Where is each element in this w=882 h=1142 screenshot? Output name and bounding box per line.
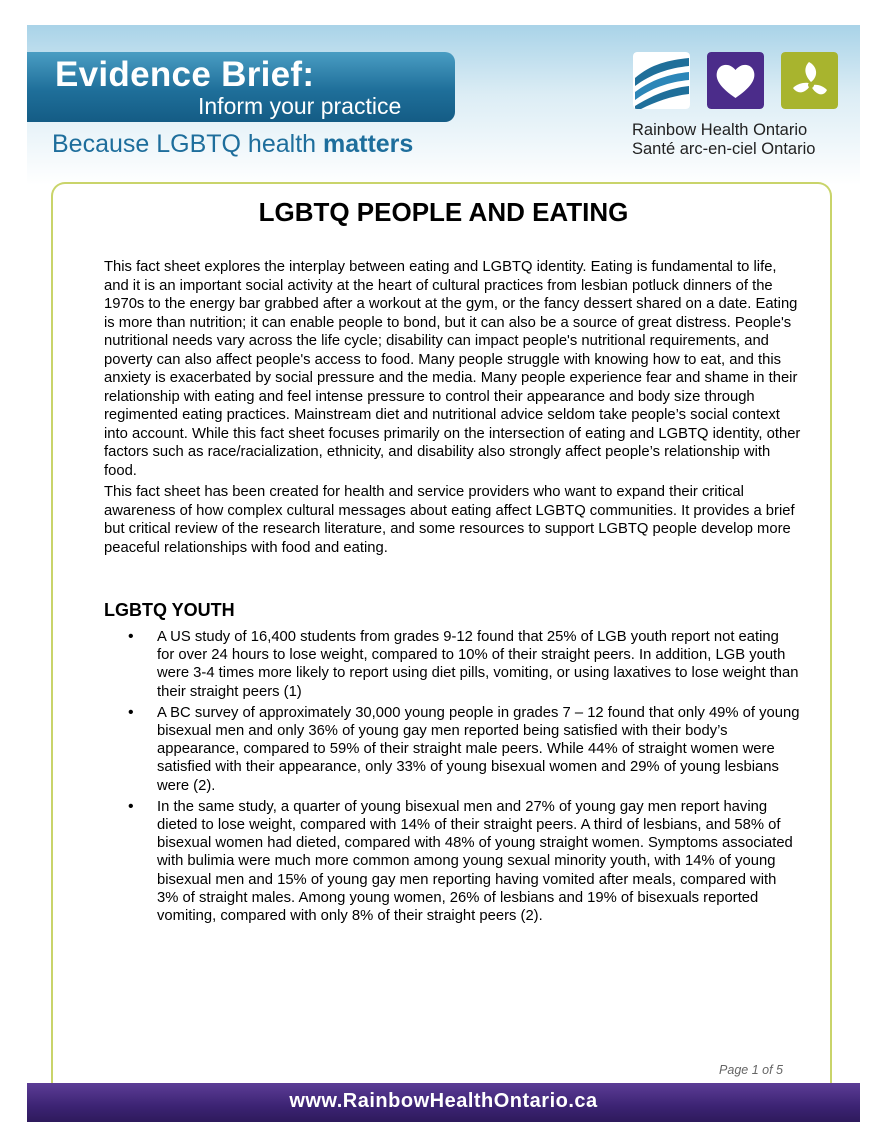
banner-title: Evidence Brief: (55, 55, 315, 94)
blue-wave-icon (633, 52, 690, 109)
youth-findings-list (128, 628, 800, 928)
tagline (52, 130, 413, 159)
intro-paragraph: This fact sheet explores the interplay between eating and LGBTQ identity. Eating is fundamental to life, and it is an important social activity at the heart of cultural practices from lesbian potluck dinners of the 1970s to the energy bar grabbed after a workout at the gym, or the fancy dessert shared on a date. Eating is more than nutrition; it can enable people to bond, but it can also be a source of great distress. People's nutritional needs vary across the life cycle; disability can impact people's nutritional requirements, and poverty can also affect people's access to food. Many people struggle with knowing how to eat, and this anxiety is exacerbated by social pressure and the media. Many people experience fear and shame in their relationship with eating and feel intense pressure to control their appearance and body size through regimented eating practices. Mainstream diet and nutritional advice seldom take people’s social context into account. While this fact sheet focuses primarily on the intersection of eating and LGBTQ identity, other factors such as race/racialization, ethnicity, and disability also strongly affect people’s relationship with food. (104, 259, 801, 479)
banner-subtitle: Inform your practice (198, 93, 402, 119)
trillium-flower-icon (781, 52, 838, 109)
document-title: LGBTQ PEOPLE AND EATING (258, 197, 629, 227)
section-heading-lgbtq-youth: LGBTQ YOUTH (104, 600, 235, 620)
intro-paragraph: This fact sheet has been created for health and service providers who want to expand their critical awareness of how complex cultural messages about eating affect LGBTQ communities. It provides a brief but critical review of the research literature, and some resources to support LGBTQ people develop more peaceful relationships with food and eating. (104, 484, 795, 556)
org-name-english: Rainbow Health Ontario (632, 121, 808, 139)
tagline-prefix: Because LGBTQ health (52, 130, 323, 158)
rho-logo (633, 52, 838, 112)
tagline-bold: matters (322, 130, 414, 158)
list-item: • In the same study, a quarter of young bisexual men and 27% of young gay men report having dieted to lose weight, compared with 14% of their straight peers. A third of lesbians, and 58% of bisexual women had dieted, compared with 48% of young straight women. Symptoms associated with bulimia were much more common among young sexual minority youth, with 14% of young bisexual men and 15% of young gay men reporting having vomited after meals, compared with 3% of straight males. Among young women, 26% of lesbians and 19% of bisexuals reported vomiting, compared with only 8% of their straight peers (2). (128, 798, 800, 925)
intro-section (104, 258, 804, 560)
heart-icon (707, 52, 764, 109)
footer-website-link[interactable]: www.RainbowHealthOntario.ca (289, 1090, 598, 1112)
org-name-french: Santé arc-en-ciel Ontario (632, 140, 816, 158)
list-item: • A US study of 16,400 students from grades 9-12 found that 25% of LGB youth report not eating for over 24 hours to lose weight, compared to 10% of their straight peers. In addition, LGB youth were 3-4 times more likely to report using diet pills, vomiting, or using laxatives to lose weight than their straight peers (1) (128, 628, 800, 701)
list-item: • A BC survey of approximately 30,000 young people in grades 7 – 12 found that only 49% of young bisexual men and only 36% of young gay men reported being satisfied with their body’s appearance, compared to 59% of their straight male peers. While 44% of straight women were satisfied with their appearance, only 33% of young bisexual women and 29% of young lesbians were (2). (128, 704, 800, 795)
page-number: Page 1 of 5 (719, 1063, 783, 1077)
